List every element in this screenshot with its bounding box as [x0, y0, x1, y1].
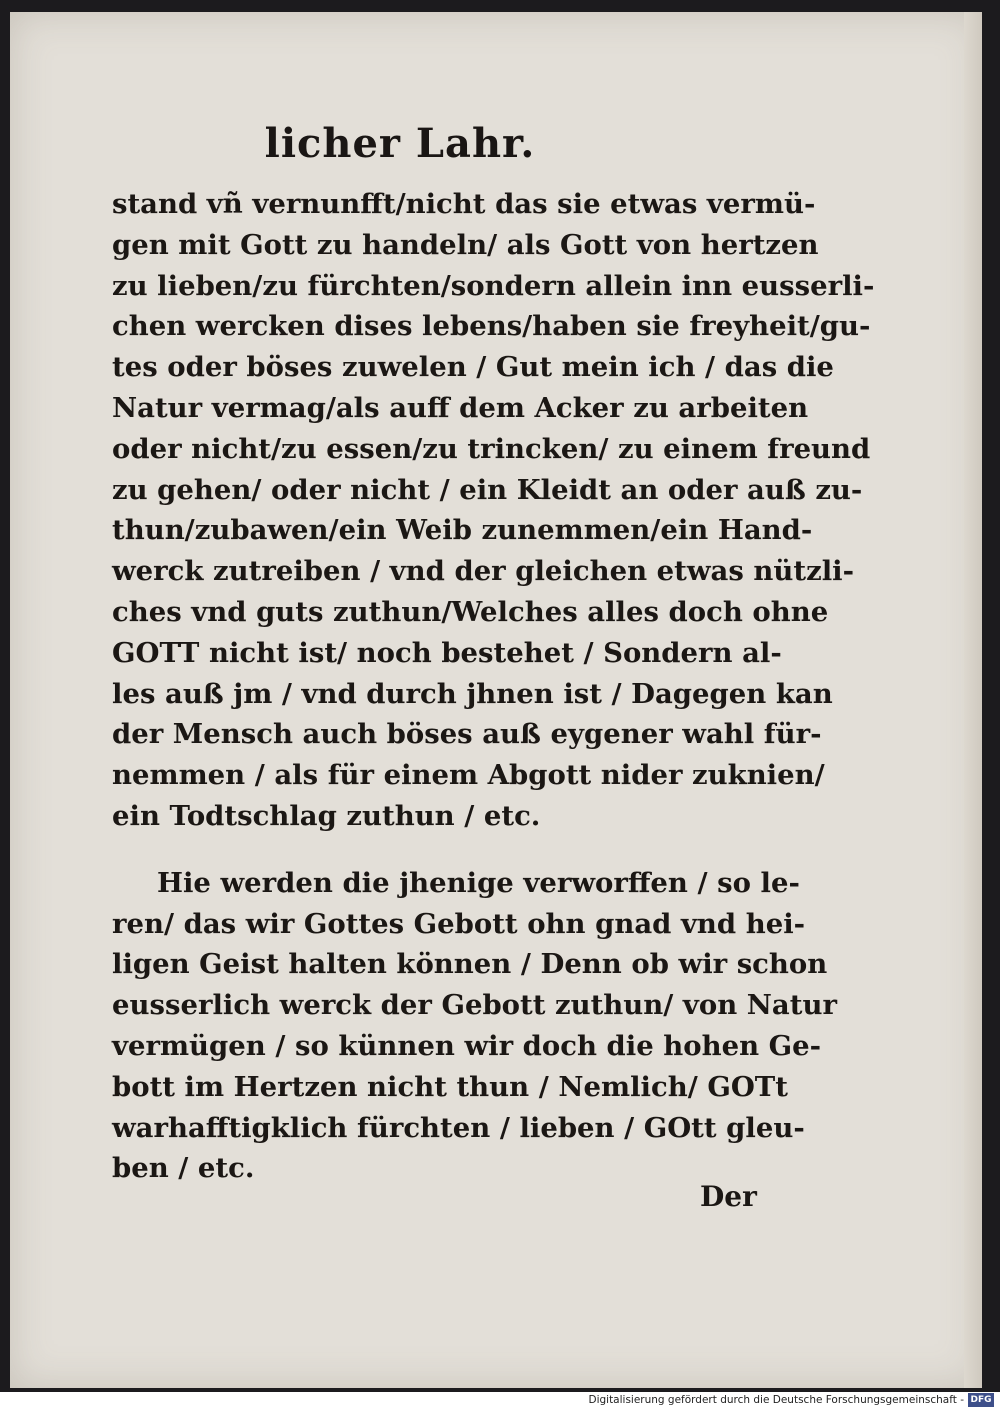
text-line: tes oder böses zuwelen / Gut mein ich / das die	[112, 351, 834, 384]
text-line: gen mit Gott zu handeln/ als Gott von hertzen	[112, 228, 819, 261]
text-line: ben / etc.	[112, 1152, 255, 1185]
paragraph-gap	[112, 837, 777, 863]
text-line: stand vñ vernunfft/nicht das sie etwas vermü-	[112, 188, 816, 220]
text-line: vermügen / so künnen wir doch die hohen Ge-	[112, 1029, 822, 1062]
paragraph-1	[112, 184, 875, 837]
body-text	[112, 184, 875, 1189]
text-line: bott im Hertzen nicht thun / Nemlich/ GOTt	[112, 1070, 788, 1103]
book-page	[10, 12, 982, 1388]
funding-credit: Digitalisierung gefördert durch die Deutsche Forschungsgemeinschaft -	[588, 1394, 964, 1406]
text-line: warhafftigklich fürchten / lieben / GOtt gleu-	[112, 1111, 805, 1144]
text-line: ligen Geist halten können / Denn ob wir schon	[112, 948, 828, 981]
text-line: oder nicht/zu essen/zu trincken/ zu einem freund	[112, 432, 871, 465]
text-line: der Mensch auch böses auß eygener wahl für-	[112, 718, 822, 751]
text-line: thun/zubawen/ein Weib zunemmen/ein Hand-	[112, 514, 813, 547]
text-line: werck zutreiben / vnd der gleichen etwas nützli-	[112, 555, 855, 588]
text-line: GOTT nicht ist/ noch bestehet / Sondern al-	[112, 636, 782, 669]
text-line: zu gehen/ oder nicht / ein Kleidt an oder auß zu-	[112, 473, 863, 506]
text-line: ein Todtschlag zuthun / etc.	[112, 799, 541, 832]
text-line: Hie werden die jhenige verworffen / so le-	[157, 866, 800, 899]
page-edge	[964, 12, 982, 1388]
text-line: nemmen / als für einem Abgott nider zuknien/	[112, 759, 825, 792]
dfg-logo-icon: DFG	[968, 1393, 994, 1407]
text-line: eusserlich werck der Gebott zuthun/ von Natur	[112, 989, 837, 1022]
text-line: chen wercken dises lebens/haben sie freyheit/gu-	[112, 310, 871, 343]
text-line: les auß jm / vnd durch jhnen ist / Dagegen kan	[112, 677, 833, 710]
text-line: ches vnd guts zuthun/Welches alles doch ohne	[112, 595, 829, 628]
running-head: licher Lahr.	[264, 120, 536, 167]
paragraph-2	[112, 863, 837, 1189]
text-line: Natur vermag/als auff dem Acker zu arbeiten	[112, 391, 809, 424]
text-line: ren/ das wir Gottes Gebott ohn gnad vnd hei-	[112, 907, 806, 940]
catchword: Der	[700, 1180, 757, 1213]
text-line: zu lieben/zu fürchten/sondern allein inn eusserli-	[112, 269, 875, 302]
